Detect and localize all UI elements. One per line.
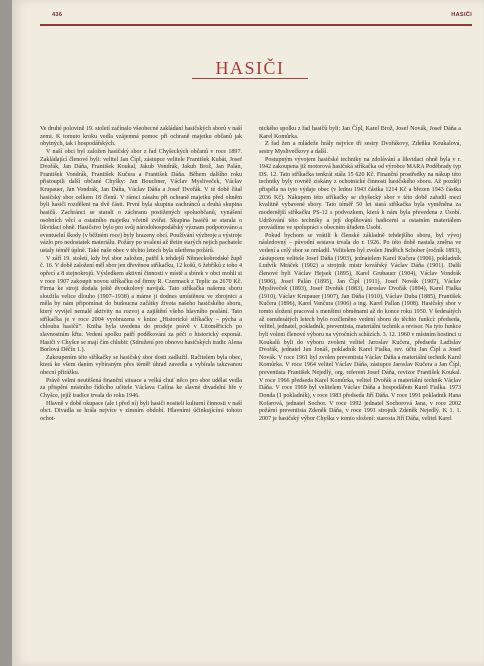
paragraph: Ve druhé polovině 19. století začínalo všeobecné zakládání hasičských sborů v naší zemi. K tomuto kroku vedla vzájemná pomoc při ochraně majetku občanů jak obytných, tak i hospodářských.: [40, 126, 242, 148]
paragraph: Právě velmi neutěšená finanční situace a velká chuť něco pro sbor udělat vedla za přispění místního řídícího učitele Václava Cafína ke slavné divadelní hře v Chyšce, jejíž tradice trvala do roku 1946.: [40, 377, 242, 399]
paragraph: V naší obci byl založen hasičský sbor z řad Chyšeckých občanů v roce 1897. Zakládající členové byli: velitel Jan Čípl, zástupce velitele František Kubát, Josef Dvořák, Jan Dáňa, František Koukal, Jakub Vondrák, Jakub Brož, Jan Palán, František Vondrák, František Kučera a František Dáňa. Během dalšího roku přistoupili další občané Chyšky: Jan Bouchner, Václav Mysliveček, Václav Krupauer, Jan Vondrák, Jan Dáňa, Václav Dáňa a Josef Dvořák. V té době čítal hasičský sbor celkem 18 členů. V rámci zásahu při ochraně majetku před ohněm byli hasiči rozděleni na dvě části. První byla skupina zachránců a druhá skupina hasičů. Zachránci se starali o záchranu postižených spoluobčanů, vynášení osobních věcí a ostatního majetku včetně zvířat. Skupina hasičů se starala o likvidaci ohně. Hasičstvo bylo pro svůj národohospodářský význam podporováno a eventuelní škody (v běžném roce) byly hrazeny obcí. Používání výzbroje a výstroje vázlo pro nedostatek materiálu. Požáry po uvalení až třetin starých nejich pachatele ustaly téměř úplně. Také naše obec v těchto letech byla ušetřena požárů.: [40, 148, 242, 254]
left-column: [40, 126, 242, 423]
running-header: [52, 12, 472, 18]
paragraph: nického spolku z řad hasičů byli: Jan Čípl, Karel Brož, Josef Novák, Josef Dáňa a Karel Komůrka.: [259, 126, 461, 140]
paragraph: Zakoupením této stříkačky se hasičský sbor dosti zadlužil. Račitelem byla obec, která ke všem daním vybíraným přes téměř úhrad zavedla a vybírala takzvanou obecní přirážku.: [40, 354, 242, 376]
paragraph: Pokud bychom se vrátili k členské základně tehdejšího sboru, byl vývoj následovný – původní sestava trvala do r. 1926. Po této době nastala změna ve vedení a celý sbor se omladil. Velitelem byl zvolen Jindřich Schober (ročník 1893), zástupcem velitele Josef Dáňa (1903), jednatelem Karel Kučera (1906), pokladník Ludvík Mráček (1902) a strojník mistr kovářský Václav Dáňa (1901). Další členové byli Václav Hejsek (1895), Karel Grubauer (1904), Václav Vondrák (1906), Josef Palán (1895), Jan Čípl (1911), Josef Novák (1907), Václav Mysliveček (1893), Josef Dvořák (1883), Jaroslav Dvořák (1894), Karel Fialka (1910), Václav Krupauer (1907), Jan Dáňa (1910), Václav Duba (1885), František Kučera (1896), Karel Vančura (1906) a ing. Karel Pallan (1908). Hasičský sbor v tomto složení pracoval s menšími obměnami až do konce roku 1950. V šedesátých až osmdesátých letech bylo rozčleněno vedení sboru do těchto funkcí: předseda, velitel, jednatel, pokladník, preventista, materiální technik a revisor. Na tyto funkce byli voleni členové výboru na výročních schůzích. 3. 12. 1960 v místním hostinci u Koukalů byli do výboru zvoleni velitel Jaroslav Kučera, předseda Ladislav Dvořák, jednatel Jan Jonáš, pokladník Karel Fialka, rev. účtu Jan Čípl a Josef Novák. V roce 1961 byl zvolen preventista Václav Dáňa a materiální technik Karel Komůrka. V roce 1964 velitel Václav Dáňa, zástupce Jaroslav Kučera a Jan Čípl, preventista František Nejedlý, org. referent Josef Dáňa, revizor František Koukal. V roce 1966 předseda Karel Komůrka, velitel Dvořák a materiální technik Václav Dáňa. V roce 1969 byl velitelem Václav Dáňa a hospodářem Karel Fialka. 1973 Donda (1 pokladník), v roce 1983 předseda Jiří Dáňa. V roce 1991 pokladník Hana Kofarová, jednatel Sochor. V roce 1992 jednatel Sochorová Jana, v roce 2002 požární preventista Zdeněk Dáňa, v roce 1991 strojník Zdeněk Nejedlý. K 1. 1. 2007 je hasičský výbor Chyška v tomto složení: starosta Jiří Dáňa, velitel Karel: [259, 232, 462, 422]
paragraph: Z řad žen a mládeže hrály nejvíce tři sestry Dvořákovy, Zdeňka Koukalová, sestry Myslivečkovy a další.: [259, 141, 461, 155]
article-title: HASIČI: [215, 58, 285, 78]
paragraph: Hlavně v době okupace (ale i před ní) byli hasiči nositeli kulturní činnosti v naší obci. Divadla se hrála nejvíce v zimním období. Hlavními účinkujícími tohoto ochot-: [40, 400, 242, 422]
paragraph: V září 19. století, kdy byl sbor založen, patřil k tehdejší Německobrodské župě č. 16. V době založení měl sbor jen dřevěnou stříkačku, 12 košů, 6 žebříků z toho 4 opřecí a 8 stejnokrojů. Výsledkem aktivní činnosti v místě a sbírek v obci mohli si v roce 1907 zakoupit novou stříkačku od firmy R. Czermack z Teplic za 2670 Kč. Firma ke stroji dodala ještě dvoukolový navijak. Tato stříkačka našemu sboru sloužila velice dlouho (1907–1938) a máme ji dodnes umístěnou ve zbrojnici a měla by nám připomínat do budoucna začátky života našeho hasičského sboru, který vyvíjel nemalé aktivity na rozvoj a zajištění všeho hlavního poslání. Tato stříkačka je v roce 2004 vyobrazena v knize „Historické stříkačky – pýcha a chlouba hasičů“. Kniha byla uvedena do prodeje právě v Litoměřicích po slavnostním křtu. Vedení spolku patří poděkování za péči o historický exponát. Hasiči v Chyšce se mají čím chlubit: (Sdružení pro obnovu hasičských tradic Alena Borlová Děčín 1.).: [40, 255, 242, 354]
header-rule: [40, 24, 472, 26]
section-title: HASIČI: [451, 12, 472, 18]
right-column: [259, 126, 461, 423]
page-number: 436: [52, 12, 63, 18]
paragraph: Postupným vývojem hasičské techniky na zdolávání a likvidaci ohně byla v r. 1942 zakoupena již motorová hasičská stříkačka od výrobce MARA Poděbrady typ DS. 12. Tato stříkačka tenkrát stála 15 620 Kč. Finanční prostředky na nákup této techniky byly rovněž získány z ochotnické činnosti hasičského sboru. Až později přispěla na tyto výdaje obec (v lednu 1943 částka 1214 Kč a březen 1943 částka 2036 Kč). Nákupem této stříkačky se chyšecký sbor v této době zařadil mezi kvalitně vybavené sbory. Tato téměř 50 let stará stříkačka byla vyměněna za modernější stříkačku PS-12 s podvozkem, která k nám byla převedena z Úsobí. Udržování této techniky a její doplňování hadicemi a ostatním materiálem provádíme ve spolupráci s obecním úřadem Úsobí.: [259, 156, 461, 232]
title-underline: [192, 78, 308, 79]
